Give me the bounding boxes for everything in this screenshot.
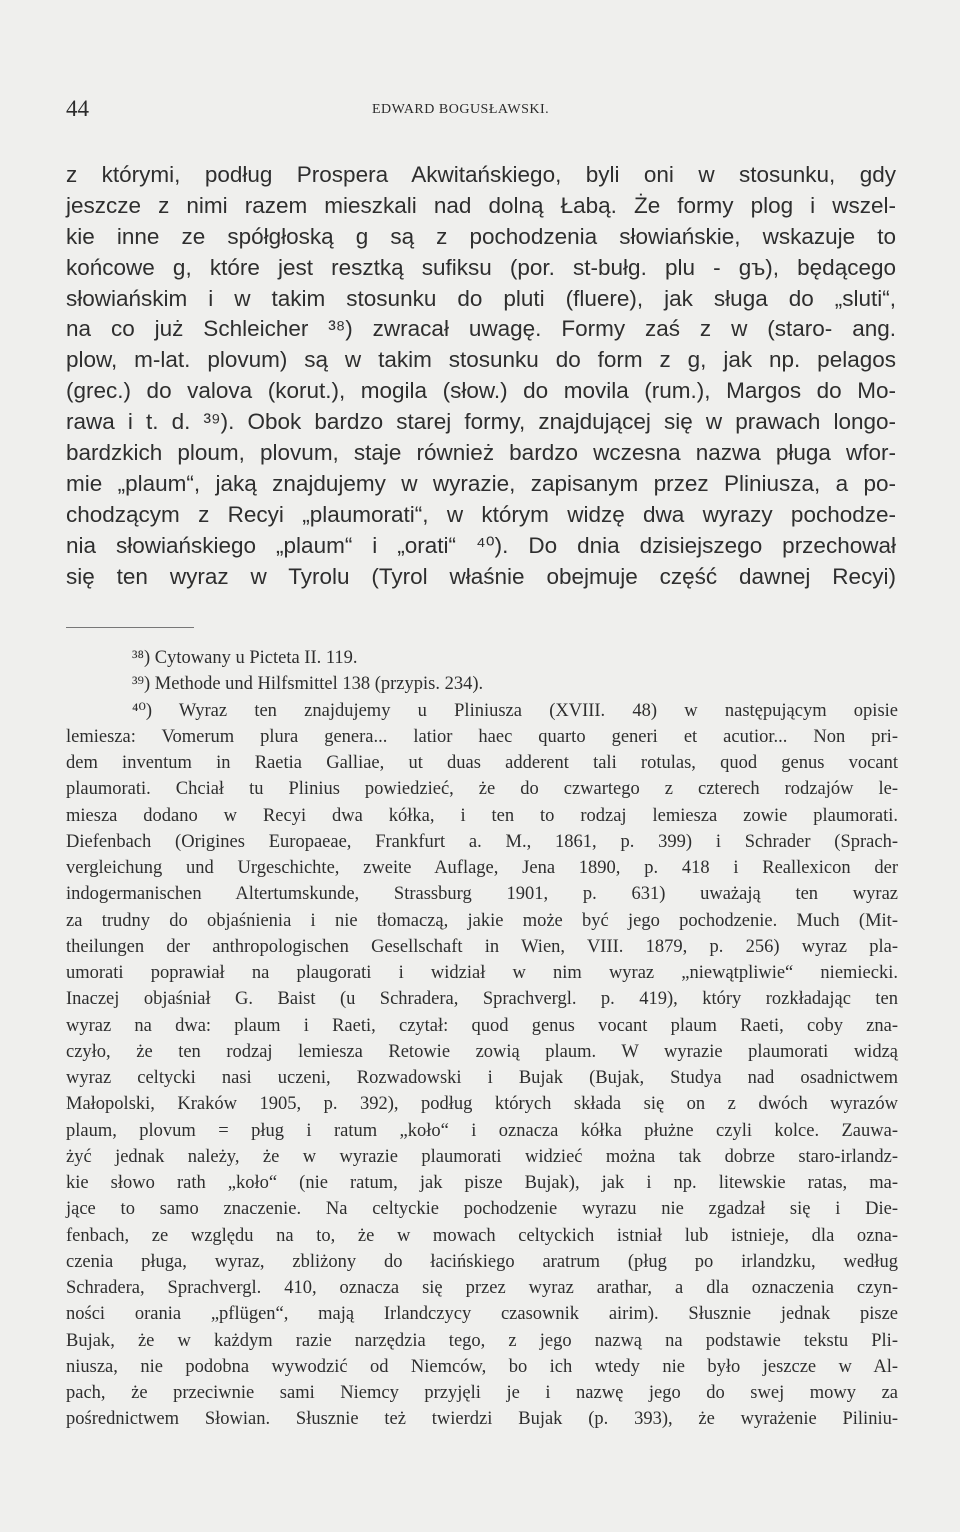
footnote-line: vergleichung und Urgeschichte, zweite Auflage, Jena 1890, p. 418 i Reallexicon der	[66, 858, 898, 878]
footnote-line: ³⁸) Cytowany u Picteta II. 119.	[132, 648, 358, 668]
main-line: chodzącym z Recyi „plaumorati“, w którym widzę dwa wyrazy pochodze-	[66, 501, 896, 527]
main-line: końcowe g, które jest resztką sufiksu (por. st-bułg. plu - gъ), będącego	[66, 254, 896, 280]
footnote-line: plaum, plovum = pług i ratum „koło“ i oznacza kółka płużne czyli kolce. Zauwa-	[66, 1120, 898, 1141]
footnote-line: ⁴⁰) Wyraz ten znajdujemy u Pliniusza (XVIII. 48) w następującym opisie	[132, 700, 898, 721]
main-line: bardzkich ploum, plovum, staje również bardzo wczesna nazwa pługa wfor-	[66, 440, 896, 466]
main-line: plow, m-lat. plovum) są w takim stosunku do form z g, jak np. pelagos	[66, 347, 896, 373]
main-line: mie „plaum“, jaką znajdujemy w wyrazie, zapisanym przez Pliniusza, a po-	[66, 470, 896, 496]
footnote-line: Diefenbach (Origines Europaeae, Frankfurt a. M., 1861, p. 399) i Schrader (Sprach-	[66, 831, 898, 852]
footnote-line: ności orania „pflügen“, mają Irlandczycy czasownik airim). Słusznie jednak pisze	[66, 1304, 898, 1325]
footnote-line: Inaczej objaśniał G. Baist (u Schradera, Sprachvergl. p. 419), który rozkładając ten	[66, 989, 898, 1010]
footnote-line: plaumorati. Chciał tu Plinius powiedzieć, że do czwartego z czterech rodzajów le-	[66, 779, 898, 800]
footnote-line: fenbach, ze względu na to, że w mowach celtyckich istniał lub istnieje, dla ozna-	[66, 1225, 898, 1246]
main-line: kie inne ze spółgłoską g są z pochodzenia słowiańskie, wskazuje to	[66, 223, 896, 249]
footnote-line: lemiesza: Vomerum plura genera... latior haec quarto generi et acutior... Non pri-	[66, 726, 898, 747]
footnote-line: Bujak, że w każdym razie narzędzia tego, z jego nazwą na podstawie tekstu Pli-	[66, 1330, 898, 1351]
main-line: na co już Schleicher ³⁸) zwracał uwagę. Formy zaś z w (staro- ang.	[66, 316, 896, 342]
main-line: rawa i t. d. ³⁹). Obok bardzo starej formy, znajdującej się w prawach longo-	[66, 409, 896, 435]
footnote-line: niusza, nie podobna wywodzić od Niemców, bo ich wtedy nie było jeszcze w Al-	[66, 1356, 898, 1377]
footnote-line: wyraz na dwa: plaum i Raeti, czytał: quod genus vocant plaum Raeti, coby zna-	[66, 1015, 898, 1036]
footnote-line: Schradera, Sprachvergl. 410, oznacza się przez wyraz arathar, a dla oznaczenia czyn-	[66, 1278, 898, 1298]
footnote-line: ³⁹) Methode und Hilfsmittel 138 (przypis. 234).	[132, 674, 484, 695]
footnote-line: żyć jednak należy, że w wyrazie plaumorati widzieć można tak dobrze staro-irlandz-	[66, 1146, 898, 1167]
footnote-line: umorati poprawiał na plaugorati i widział w nim wyraz „niewątpliwie“ niemiecki.	[66, 963, 898, 983]
footnote-line: wyraz celtycki nasi uczeni, Rozwadowski i Bujak (Bujak, Studya nad osadnictwem	[66, 1068, 898, 1088]
footnote-line: za trudny do objaśnienia i nie tłomaczą, jakie może być jego pochodzenie. Much (Mit-	[66, 910, 898, 931]
page-number: 44	[66, 96, 89, 121]
main-line: nia słowiańskiego „plaum“ i „orati“ ⁴⁰). Do dnia dzisiejszego przechował	[66, 532, 896, 558]
main-line: (grec.) do valova (korut.), mogila (słow.) do movila (rum.), Margos do Mo-	[66, 378, 896, 404]
footnotes	[66, 645, 898, 1433]
footnote-line: dem inventum in Raetia Galliae, ut duas adderent tali rotulas, quod genus vocant	[66, 753, 898, 773]
main-line: słowiańskim i w takim stosunku do pluti (fluere), jak sługa do „sluti“,	[66, 285, 896, 311]
footnote-line: jące to samo znaczenie. Na celtyckie pochodzenie wyrazu nie zgadzał się i Die-	[66, 1199, 898, 1220]
footnote-line: czenia pługa, wyraz, zbliżony do łacińskiego aratrum (pług po irlandzku, według	[66, 1251, 898, 1272]
footnote-line: pośrednictwem Słowian. Słusznie też twierdzi Bujak (p. 393), że wyrażenie Piliniu-	[66, 1409, 898, 1430]
footnote-line: theilungen der anthropologischen Gesellschaft in Wien, VIII. 1879, p. 256) wyraz pla-	[66, 936, 898, 957]
footnote-line: czyło, że ten rodzaj lemiesza Retowie zowią plaum. W wyrazie plaumorati widzą	[66, 1041, 898, 1062]
page-header	[66, 96, 894, 128]
footnote-line: Małopolski, Kraków 1905, p. 392), podług których składa się on z dwóch wyrazów	[66, 1094, 898, 1115]
footnote-line: pach, że przeciwnie sami Niemcy przyjęli je i nazwę jego do swej mowy za	[66, 1383, 898, 1403]
footnote-divider	[66, 627, 194, 628]
main-line: z którymi, podług Prospera Akwitańskiego, byli oni w stosunku, gdy	[66, 162, 896, 187]
main-line: jeszcze z nimi razem mieszkali nad dolną Łabą. Że formy plog i wszel-	[66, 192, 896, 218]
main-text	[66, 160, 896, 592]
running-head: EDWARD BOGUSŁAWSKI.	[372, 102, 550, 117]
footnote-line: kie słowo rath „koło“ (nie ratum, jak pisze Bujak), jak i np. litewskie ratas, ma-	[66, 1173, 898, 1193]
main-line: się ten wyraz w Tyrolu (Tyrol właśnie obejmuje część dawnej Recyi)	[66, 563, 896, 589]
footnote-line: indogermanischen Altertumskunde, Strassburg 1901, p. 631) uważają ten wyraz	[66, 884, 898, 905]
footnote-line: miesza dodano w Recyi dwa kółka, i ten to rodzaj lemiesza zowie plaumorati.	[66, 805, 898, 826]
